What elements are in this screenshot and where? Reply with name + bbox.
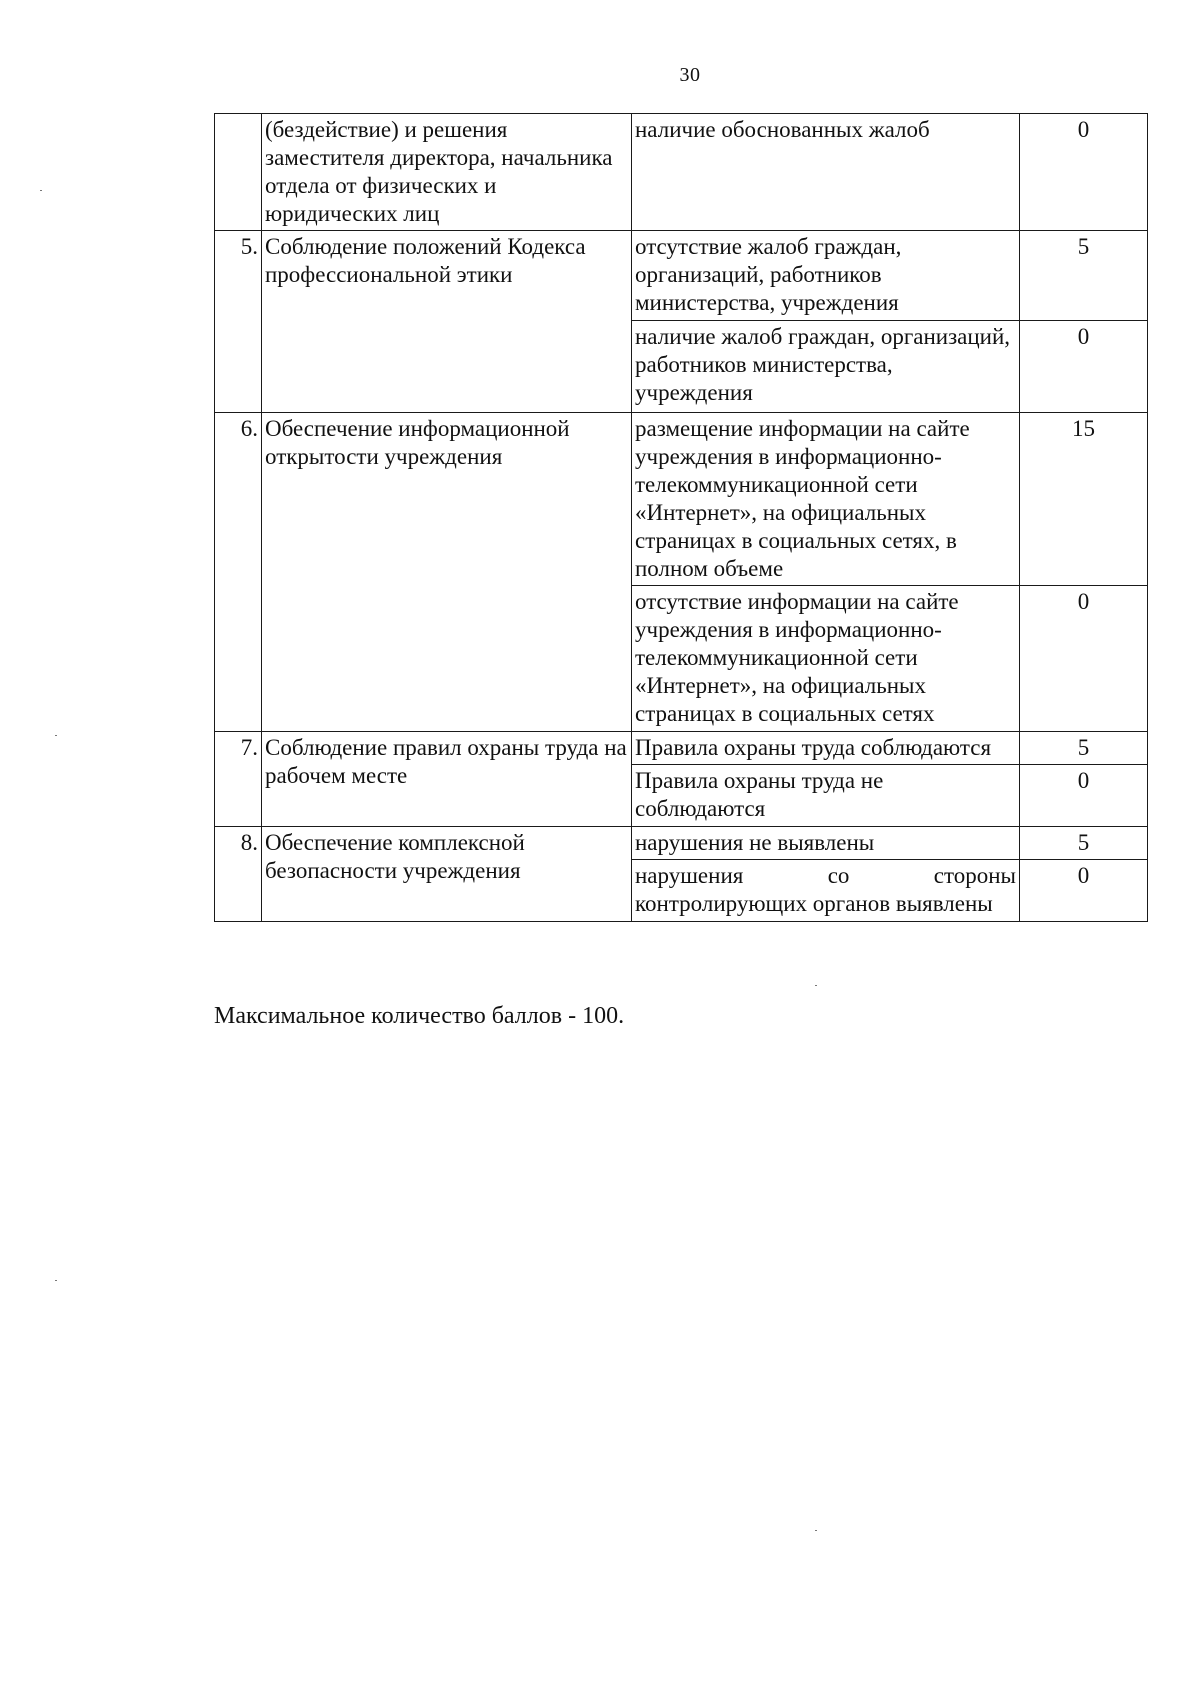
scan-speck (40, 190, 42, 191)
option-word: со (827, 863, 850, 888)
scan-speck (815, 1530, 817, 1531)
criterion-text: Обеспечение комплексной безопасности учреждения (262, 827, 632, 922)
page-number: 30 (679, 64, 701, 86)
option-score: 0 (1020, 765, 1148, 827)
option-text: отсутствие информации на сайте учреждения в информационно-телекоммуникационной сети «Интернет», на официальных страницах в социальных сетях (632, 586, 1020, 732)
option-score: 0 (1020, 860, 1148, 922)
table-row (215, 732, 1148, 765)
option-text-line: контролирующих органов выявлены (635, 891, 993, 916)
option-text (632, 860, 1020, 922)
option-text: нарушения не выявлены (632, 827, 1020, 860)
table-row (215, 114, 1148, 231)
option-word: нарушения (635, 863, 744, 888)
criterion-text: Обеспечение информационной открытости учреждения (262, 413, 632, 732)
option-text: Правила охраны труда соблюдаются (632, 732, 1020, 765)
option-word: стороны (933, 863, 1016, 888)
option-text: наличие жалоб граждан, организаций, работников министерства, учреждения (632, 321, 1020, 413)
table-row (215, 827, 1148, 860)
option-text: Правила охраны труда не соблюдаются (632, 765, 1020, 827)
criterion-text: Соблюдение правил охраны труда на рабочем месте (262, 732, 632, 827)
criterion-text: (бездействие) и решения заместителя директора, начальника отдела от физических и юридических лиц (262, 114, 632, 231)
option-score: 15 (1020, 413, 1148, 586)
criteria-table-wrapper (214, 113, 1148, 922)
option-text: размещение информации на сайте учреждения в информационно-телекоммуникационной сети «Интернет», на официальных страницах в социальных сетях, в полном объеме (632, 413, 1020, 586)
scan-speck (55, 735, 57, 736)
table-row (215, 413, 1148, 586)
option-text: наличие обоснованных жалоб (632, 114, 1020, 231)
option-score: 5 (1020, 231, 1148, 321)
option-score: 0 (1020, 321, 1148, 413)
row-number: 8. (215, 827, 262, 922)
option-text: отсутствие жалоб граждан, организаций, работников министерства, учреждения (632, 231, 1020, 321)
option-text-line (635, 862, 1016, 890)
row-number: 5. (215, 231, 262, 413)
scan-speck (815, 985, 817, 986)
option-score: 5 (1020, 827, 1148, 860)
option-score: 5 (1020, 732, 1148, 765)
criteria-table (214, 113, 1148, 922)
row-number: 6. (215, 413, 262, 732)
row-number (215, 114, 262, 231)
row-number: 7. (215, 732, 262, 827)
max-score-note: Максимальное количество баллов - 100. (214, 1003, 625, 1029)
table-row (215, 231, 1148, 321)
option-score: 0 (1020, 586, 1148, 732)
option-score: 0 (1020, 114, 1148, 231)
scan-speck (55, 1280, 57, 1281)
criterion-text: Соблюдение положений Кодекса профессиональной этики (262, 231, 632, 413)
